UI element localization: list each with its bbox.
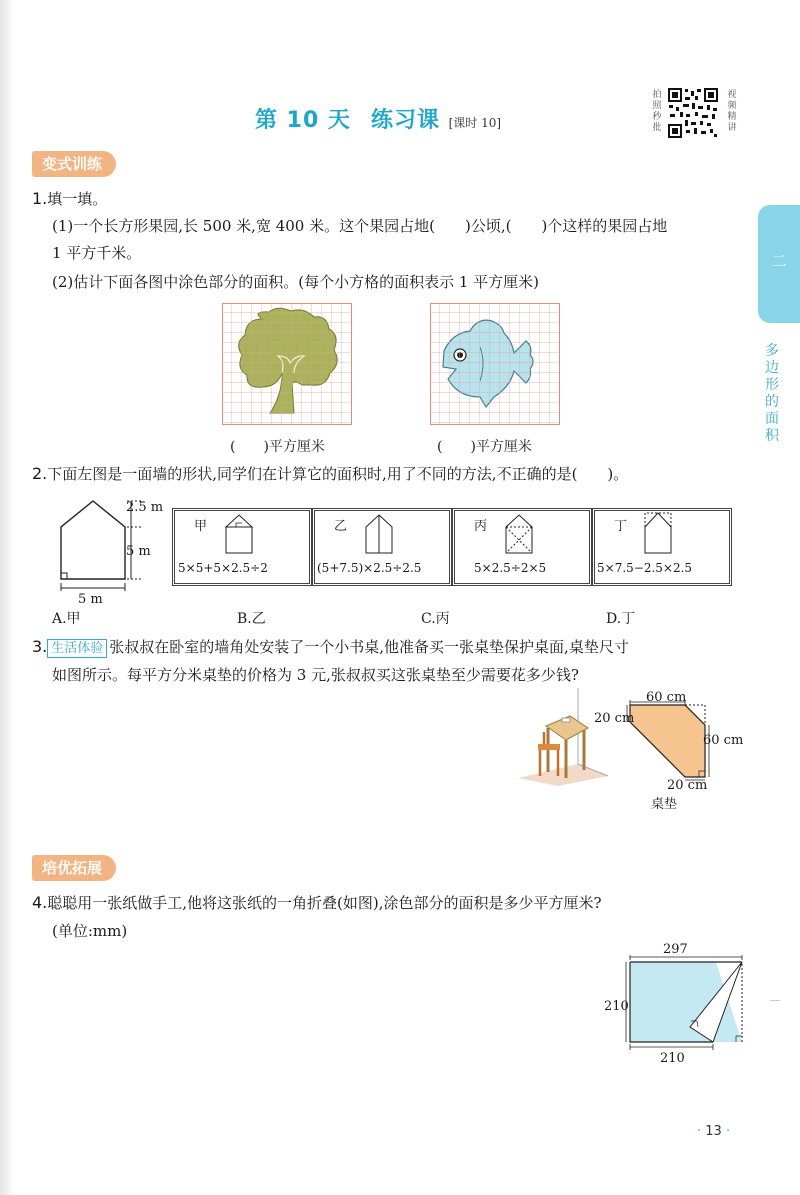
mat-dim-left: 20 cm xyxy=(594,711,635,726)
q3-line2: 如图所示。每平方分米桌垫的价格为 3 元,张叔叔买这张桌垫至少需要花多少钱? xyxy=(52,666,579,684)
mat-dim-bottom: 20 cm xyxy=(667,778,708,793)
method-figure-jia xyxy=(222,513,256,555)
mat-dim-right: 60 cm xyxy=(703,733,744,748)
q1-part1-line2: 1 平方千米。 xyxy=(52,244,142,262)
method-label-bing: 丙 xyxy=(474,519,488,534)
q2-option-a[interactable]: A.甲 xyxy=(52,611,81,627)
page-number: · 13 · xyxy=(697,1124,731,1139)
q2-number: 2. xyxy=(32,464,48,483)
q4-number: 4. xyxy=(32,893,48,912)
chapter-tab-label: 二 xyxy=(771,252,787,270)
life-experience-tag: 生活体验 xyxy=(47,639,107,658)
mat-label: 桌垫 xyxy=(651,797,678,812)
q2-option-d[interactable]: D.丁 xyxy=(606,611,636,627)
wall-dim-roof: 2.5 m xyxy=(126,500,164,515)
q4-body-line1: 聪聪用一张纸做手工,他将这张纸的一角折叠(如图),涂色部分的面积是多少平方厘米? xyxy=(47,894,602,912)
folded-paper-figure xyxy=(624,955,750,1055)
q2-option-b[interactable]: B.乙 xyxy=(237,611,266,627)
page-margin-mark xyxy=(770,1000,780,1001)
mat-dim-top: 60 cm xyxy=(646,690,687,705)
method-label-ding: 丁 xyxy=(614,519,628,534)
method-label-jia: 甲 xyxy=(194,519,208,534)
method-figure-yi xyxy=(362,513,396,555)
q1-title: 填一填。 xyxy=(47,190,108,208)
title-lesson: 练习课 xyxy=(370,108,440,133)
q2-body: 下面左图是一面墙的形状,同学们在计算它的面积时,用了不同的方法,不正确的是( )。 xyxy=(47,465,629,483)
wall-dim-height: 5 m xyxy=(126,544,151,559)
page-edge-shadow xyxy=(0,0,14,1195)
method-formula-jia: 5×5+5×2.5÷2 xyxy=(178,561,268,575)
method-formula-yi: (5+7.5)×2.5÷2.5 xyxy=(317,561,422,575)
q3-body-line1: 张叔叔在卧室的墙角处安装了一个小书桌,他准备买一张桌垫保护桌面,桌垫尺寸 xyxy=(109,638,629,656)
wall-dim-width: 5 m xyxy=(78,592,103,607)
page-title xyxy=(255,103,501,134)
title-day: 第 10 天 xyxy=(255,108,351,133)
qr-code-icon[interactable] xyxy=(667,87,719,139)
q4-line2: (单位:mm) xyxy=(52,922,128,940)
q1-number: 1. xyxy=(32,189,48,208)
qr-right-label: 视频精讲 xyxy=(727,90,737,133)
q4-line1 xyxy=(32,893,602,913)
lesson-tag: [课时 10] xyxy=(448,116,502,130)
chapter-title-vertical: 多边形的面积 xyxy=(765,343,779,444)
q1-heading xyxy=(32,189,107,209)
paper-dim-left: 210 xyxy=(604,999,629,1014)
page-number-value: 13 xyxy=(705,1124,722,1139)
paper-dim-bottom: 210 xyxy=(660,1051,685,1066)
paper-dim-top: 297 xyxy=(663,942,688,957)
method-figure-ding xyxy=(640,509,676,555)
tree-grid-figure xyxy=(222,303,352,425)
q2-text xyxy=(32,464,628,484)
qr-left-label: 拍照秒批 xyxy=(652,90,662,133)
q2-option-c[interactable]: C.丙 xyxy=(421,611,450,627)
fish-area-caption: ( )平方厘米 xyxy=(437,439,532,455)
method-label-yi: 乙 xyxy=(334,519,348,534)
q3-line1 xyxy=(32,637,629,658)
corner-desk-illustration xyxy=(518,688,610,786)
method-figure-bing xyxy=(502,513,536,555)
section-banner-extend: 培优拓展 xyxy=(32,855,116,881)
section-banner-practice: 变式训练 xyxy=(32,151,116,177)
q3-number: 3. xyxy=(32,637,48,656)
fish-grid-figure xyxy=(430,303,560,425)
desk-mat-figure xyxy=(625,700,715,782)
method-formula-bing: 5×2.5÷2×5 xyxy=(474,561,547,575)
method-formula-ding: 5×7.5−2.5×2.5 xyxy=(597,561,693,575)
q1-part1-line1: (1)一个长方形果园,长 500 米,宽 400 米。这个果园占地( )公顷,( )个这样的果园占地 xyxy=(52,217,668,235)
tree-area-caption: ( )平方厘米 xyxy=(230,439,325,455)
q1-part2: (2)估计下面各图中涂色部分的面积。(每个小方格的面积表示 1 平方厘米) xyxy=(52,273,540,291)
